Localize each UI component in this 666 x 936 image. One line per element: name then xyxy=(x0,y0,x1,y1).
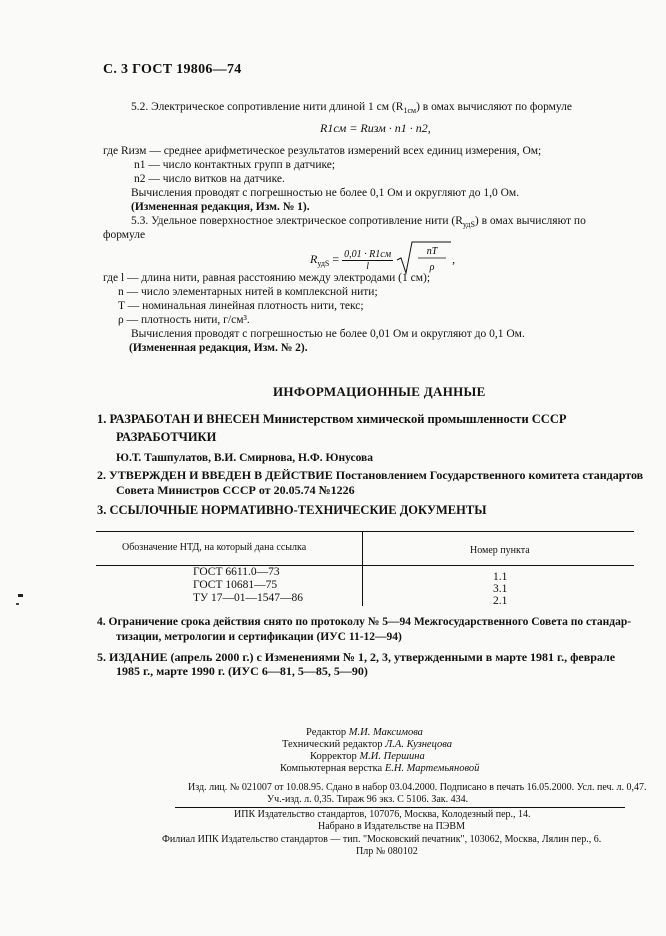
info-item-4-line2: тизации, метрологии и сертификации (ИУС 11-12—94) xyxy=(116,631,402,643)
section-5-2-text: 5.2. Электрическое сопротивление нити длиной 1 см (R xyxy=(131,101,404,113)
formula-denominator: l xyxy=(366,260,369,272)
page-header: С. 3 ГОСТ 19806—74 xyxy=(103,62,242,77)
formula-lhs-sub: удS xyxy=(317,258,330,268)
section-5-3-heading xyxy=(131,214,586,232)
section-5-2-subscript: 1см xyxy=(403,106,417,115)
table-header-clause: Номер пункта xyxy=(470,545,530,556)
table-top-rule xyxy=(96,531,634,532)
section-5-2-heading xyxy=(131,100,572,118)
credit-tech-editor xyxy=(282,739,452,750)
credit-tech-editor-name: Л.А. Кузнецова xyxy=(385,739,452,750)
section-5-3-text: 5.3. Удельное поверхностное электрическое сопротивление нити (R xyxy=(131,215,463,227)
where-r-izm: где Rизм — среднее арифметическое результатов измерений всех единиц измерения, Ом; xyxy=(103,145,542,157)
table-row-1-doc: ГОСТ 6611.0—73 xyxy=(193,566,280,578)
where-n1: n1 — число контактных групп в датчике; xyxy=(134,159,336,171)
credit-layout xyxy=(280,763,479,774)
accuracy-5-2: Вычисления проводят с погрешностью не более 0,1 Ом и округляют до 1,0 Ом. xyxy=(131,187,520,199)
amendment-1: (Измененная редакция, Изм. № 1). xyxy=(131,201,310,213)
credit-proofreader-label: Корректор xyxy=(310,751,357,762)
scan-mark xyxy=(18,594,23,597)
table-row-2-doc: ГОСТ 10681—75 xyxy=(193,579,278,591)
info-item-5-line1: 5. ИЗДАНИЕ (апрель 2000 г.) с Изменениями № 1, 2, 3, утвержденными в марте 1981 г., феврале xyxy=(97,650,616,664)
formula-numerator: 0,01 · R1см xyxy=(344,248,392,260)
table-row-2-clause: 3.1 xyxy=(493,583,508,595)
table-header-rule xyxy=(96,565,634,566)
credit-editor-label: Редактор xyxy=(306,727,347,738)
info-developers-label: РАЗРАБОТЧИКИ xyxy=(116,430,217,444)
imprint-line-3: ИПК Издательство стандартов, 107076, Москва, Колодезный пер., 14. xyxy=(234,809,531,820)
where-n: n — число элементарных нитей в комплексной нити; xyxy=(118,286,378,298)
amendment-2: (Измененная редакция, Изм. № 2). xyxy=(129,342,308,354)
imprint-line-2: Уч.-изд. л. 0,35. Тираж 96 экз. С 5106. Зак. 434. xyxy=(267,794,469,805)
table-row-1-clause: 1.1 xyxy=(493,571,508,583)
section-5-3-line2: формуле xyxy=(103,229,146,241)
info-developers: Ю.Т. Ташпулатов, В.И. Смирнова, Н.Ф. Юнусова xyxy=(116,452,373,464)
imprint-line-4: Набрано в Издательстве на ПЭВМ xyxy=(318,821,465,832)
section-5-2-text-end: ) в омах вычисляют по формуле xyxy=(416,101,573,113)
formula-r1cm: R1см = Rизм · n1 · n2, xyxy=(320,121,431,135)
formula-lhs: R xyxy=(310,251,318,266)
table-row-3-clause: 2.1 xyxy=(493,595,508,607)
table-row-3-doc: ТУ 17—01—1547—86 xyxy=(193,592,304,604)
credit-layout-name: Е.Н. Мартемьяновой xyxy=(384,763,480,774)
imprint-line-1: Изд. лиц. № 021007 от 10.08.95. Сдано в набор 03.04.2000. Подписано в печать 16.05.2000. Усл. печ. л. 0,47. xyxy=(188,782,647,793)
credit-editor-name: М.И. Максимова xyxy=(348,727,423,738)
info-item-5-line2: 1985 г., марте 1990 г. (ИУС 6—81, 5—85, 5—90) xyxy=(116,664,368,678)
credit-editor xyxy=(306,727,423,738)
sqrt-denominator: ρ xyxy=(429,262,435,273)
info-title: ИНФОРМАЦИОННЫЕ ДАННЫЕ xyxy=(273,384,486,399)
sqrt-numerator: nT xyxy=(426,246,438,257)
table-header-doc: Обозначение НТД, на который дана ссылка xyxy=(122,542,307,553)
credit-proofreader xyxy=(310,751,425,762)
imprint-rule xyxy=(175,807,625,808)
where-t: T — номинальная линейная плотность нити, текс; xyxy=(118,300,364,312)
where-l: где l — длина нити, равная расстоянию между электродами (1 см); xyxy=(103,272,431,284)
info-item-1: 1. РАЗРАБОТАН И ВНЕСЕН Министерством химической промышленности СССР xyxy=(97,412,567,426)
section-5-3-text-end: ) в омах вычисляют по xyxy=(474,215,586,227)
where-rho: ρ — плотность нити, г/см³. xyxy=(118,314,250,326)
scan-mark xyxy=(16,603,19,605)
section-5-3-subscript: удS xyxy=(462,220,475,229)
info-item-2-line1: 2. УТВЕРЖДЕН И ВВЕДЕН В ДЕЙСТВИЕ Постановлением Государственного комитета стандартов xyxy=(97,468,644,482)
info-item-3: 3. ССЫЛОЧНЫЕ НОРМАТИВНО-ТЕХНИЧЕСКИЕ ДОКУМЕНТЫ xyxy=(97,503,487,517)
info-item-2-line2: Совета Министров СССР от 20.05.74 №1226 xyxy=(116,483,355,497)
imprint-line-5: Филиал ИПК Издательство стандартов — тип. "Московский печатник", 103062, Москва, Лялин пер., 6. xyxy=(162,834,602,845)
info-item-4-line1: 4. Ограничение срока действия снято по протоколу № 5—94 Межгосударственного Совета по стандар- xyxy=(97,616,632,628)
where-n2: n2 — число витков на датчике. xyxy=(134,173,285,185)
credit-proofreader-name: М.И. Першина xyxy=(359,751,425,762)
imprint-line-6: Плр № 080102 xyxy=(356,846,418,857)
accuracy-5-3: Вычисления проводят с погрешностью не более 0,01 Ом и округляют до 0,1 Ом. xyxy=(131,328,525,340)
formula-ruds: $R_{удS}$ = $\frac{0,01 \cdot R1см}{l}$ nT ρ , xyxy=(310,240,455,280)
credit-tech-editor-label: Технический редактор xyxy=(282,739,383,750)
table-column-divider xyxy=(362,531,363,606)
credit-layout-label: Компьютерная верстка xyxy=(280,763,383,774)
formula-fraction xyxy=(342,249,393,272)
